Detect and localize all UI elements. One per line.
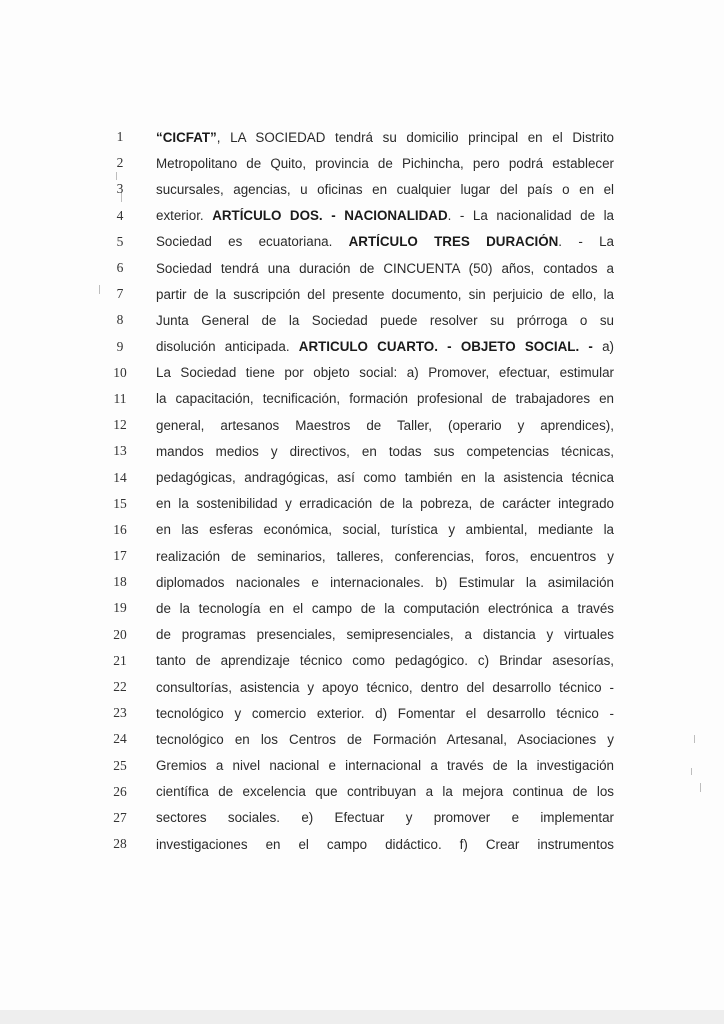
document-line <box>0 779 724 805</box>
line-number: 6 <box>116 260 124 276</box>
line-text <box>156 234 614 249</box>
line-text <box>156 130 614 145</box>
line-number: 25 <box>113 757 127 773</box>
document-line <box>0 464 724 490</box>
body-text: La Sociedad tiene por objeto social: a) Promover, efectuar, estimular <box>156 365 614 381</box>
document-line <box>0 491 724 517</box>
line-text <box>156 313 614 328</box>
line-text <box>156 732 614 747</box>
line-text <box>156 653 614 668</box>
line-text <box>156 810 614 825</box>
document-line <box>0 203 724 229</box>
line-number: 4 <box>116 207 124 223</box>
document-line <box>0 543 724 569</box>
line-text <box>156 706 614 721</box>
bold-heading-text: “CICFAT” <box>156 129 217 145</box>
line-text <box>156 601 614 616</box>
line-text <box>156 261 614 276</box>
line-text <box>156 287 614 302</box>
line-text <box>156 470 614 485</box>
line-number: 15 <box>113 495 127 511</box>
document-line <box>0 124 724 150</box>
document-line <box>0 648 724 674</box>
line-text <box>156 758 614 773</box>
line-text <box>156 784 614 799</box>
line-number: 10 <box>113 364 127 380</box>
body-text: Metropolitano de Quito, provincia de Pichincha, pero podrá establecer <box>156 155 614 171</box>
body-text: . - La <box>558 234 614 250</box>
document-line <box>0 255 724 281</box>
document-line <box>0 386 724 412</box>
line-text <box>156 496 614 511</box>
document-line <box>0 307 724 333</box>
body-text: a) <box>592 339 614 355</box>
line-number: 2 <box>116 155 124 171</box>
document-line <box>0 438 724 464</box>
document-line <box>0 517 724 543</box>
body-text: consultorías, asistencia y apoyo técnico, dentro del desarrollo técnico - <box>156 679 614 695</box>
body-text: Junta General de la Sociedad puede resolver su prórroga o su <box>156 312 614 328</box>
body-text: tanto de aprendizaje técnico como pedagógico. c) Brindar asesorías, <box>156 653 614 669</box>
document-line <box>0 569 724 595</box>
body-text: Gremios a nivel nacional e internacional a través de la investigación <box>156 758 614 774</box>
line-number: 23 <box>113 705 127 721</box>
line-number: 9 <box>116 338 124 354</box>
line-text <box>156 522 614 537</box>
document-line <box>0 726 724 752</box>
numbered-text-body <box>0 124 724 857</box>
line-number: 22 <box>113 679 127 695</box>
line-number: 28 <box>113 836 127 852</box>
body-text: tecnológico y comercio exterior. d) Fomentar el desarrollo técnico - <box>156 705 614 721</box>
line-text <box>156 444 614 459</box>
line-number: 12 <box>113 417 127 433</box>
line-number: 5 <box>116 233 124 249</box>
document-line <box>0 805 724 831</box>
document-line <box>0 674 724 700</box>
line-text <box>156 365 614 380</box>
body-text: partir de la suscripción del presente documento, sin perjuicio de ello, la <box>156 286 614 302</box>
line-number: 7 <box>116 286 124 302</box>
body-text: . - La nacionalidad de la <box>447 208 614 224</box>
line-text <box>156 549 614 564</box>
document-line <box>0 150 724 176</box>
body-text: , LA SOCIEDAD tendrá su domicilio principal en el Distrito <box>216 129 614 145</box>
line-text <box>156 680 614 695</box>
line-number: 18 <box>113 574 127 590</box>
body-text: exterior. <box>156 208 213 224</box>
line-number: 20 <box>113 626 127 642</box>
line-text <box>156 208 614 223</box>
document-line <box>0 753 724 779</box>
line-text <box>156 418 614 433</box>
body-text: científica de excelencia que contribuyan a la mejora continua de los <box>156 784 614 800</box>
document-line <box>0 700 724 726</box>
document-line <box>0 622 724 648</box>
line-number: 27 <box>113 809 127 825</box>
body-text: tecnológico en los Centros de Formación Artesanal, Asociaciones y <box>156 731 614 747</box>
line-number: 17 <box>113 548 127 564</box>
line-text <box>156 575 614 590</box>
line-number: 21 <box>113 652 127 668</box>
bold-heading-text: ARTÍCULO DOS. - NACIONALIDAD <box>212 208 448 224</box>
line-number: 26 <box>113 783 127 799</box>
body-text: de programas presenciales, semipresenciales, a distancia y virtuales <box>156 627 614 643</box>
body-text: diplomados nacionales e internacionales. b) Estimular la asimilación <box>156 574 614 590</box>
document-line <box>0 595 724 621</box>
document-line <box>0 281 724 307</box>
document-line <box>0 334 724 360</box>
line-text <box>156 837 614 852</box>
document-line <box>0 831 724 857</box>
line-text <box>156 391 614 406</box>
line-text <box>156 627 614 642</box>
body-text: investigaciones en el campo didáctico. f) Crear instrumentos <box>156 836 614 852</box>
body-text: en la sostenibilidad y erradicación de la pobreza, de carácter integrado <box>156 496 614 512</box>
document-line <box>0 412 724 438</box>
line-number: 1 <box>116 129 124 145</box>
body-text: mandos medios y directivos, en todas sus competencias técnicas, <box>156 443 614 459</box>
body-text: la capacitación, tecnificación, formación profesional de trabajadores en <box>156 391 614 407</box>
body-text: disolución anticipada. <box>156 339 299 355</box>
body-text: sectores sociales. e) Efectuar y promover e implementar <box>156 810 614 826</box>
body-text: general, artesanos Maestros de Taller, (operario y aprendices), <box>156 417 614 433</box>
body-text: sucursales, agencias, u oficinas en cualquier lugar del país o en el <box>156 181 614 197</box>
line-number: 8 <box>116 312 124 328</box>
line-text <box>156 182 614 197</box>
line-number: 16 <box>113 521 127 537</box>
line-number: 24 <box>113 731 127 747</box>
bold-heading-text: ARTICULO CUARTO. - OBJETO SOCIAL. - <box>298 339 593 355</box>
body-text: en las esferas económica, social, turística y ambiental, mediante la <box>156 522 614 538</box>
body-text: de la tecnología en el campo de la computación electrónica a través <box>156 600 614 616</box>
body-text: Sociedad es ecuatoriana. <box>156 234 349 250</box>
line-number: 14 <box>113 469 127 485</box>
line-number: 11 <box>113 390 127 406</box>
line-text <box>156 156 614 171</box>
document-line <box>0 176 724 202</box>
document-line <box>0 360 724 386</box>
line-number: 19 <box>113 600 127 616</box>
bold-heading-text: ARTÍCULO TRES DURACIÓN <box>348 234 559 250</box>
body-text: pedagógicas, andragógicas, así como también en la asistencia técnica <box>156 470 614 486</box>
line-number: 13 <box>113 443 127 459</box>
scan-bottom-edge <box>0 1010 724 1024</box>
document-line <box>0 229 724 255</box>
line-number: 3 <box>116 181 124 197</box>
body-text: realización de seminarios, talleres, conferencias, foros, encuentros y <box>156 548 614 564</box>
line-text <box>156 339 614 354</box>
body-text: Sociedad tendrá una duración de CINCUENTA (50) años, contados a <box>156 260 614 276</box>
